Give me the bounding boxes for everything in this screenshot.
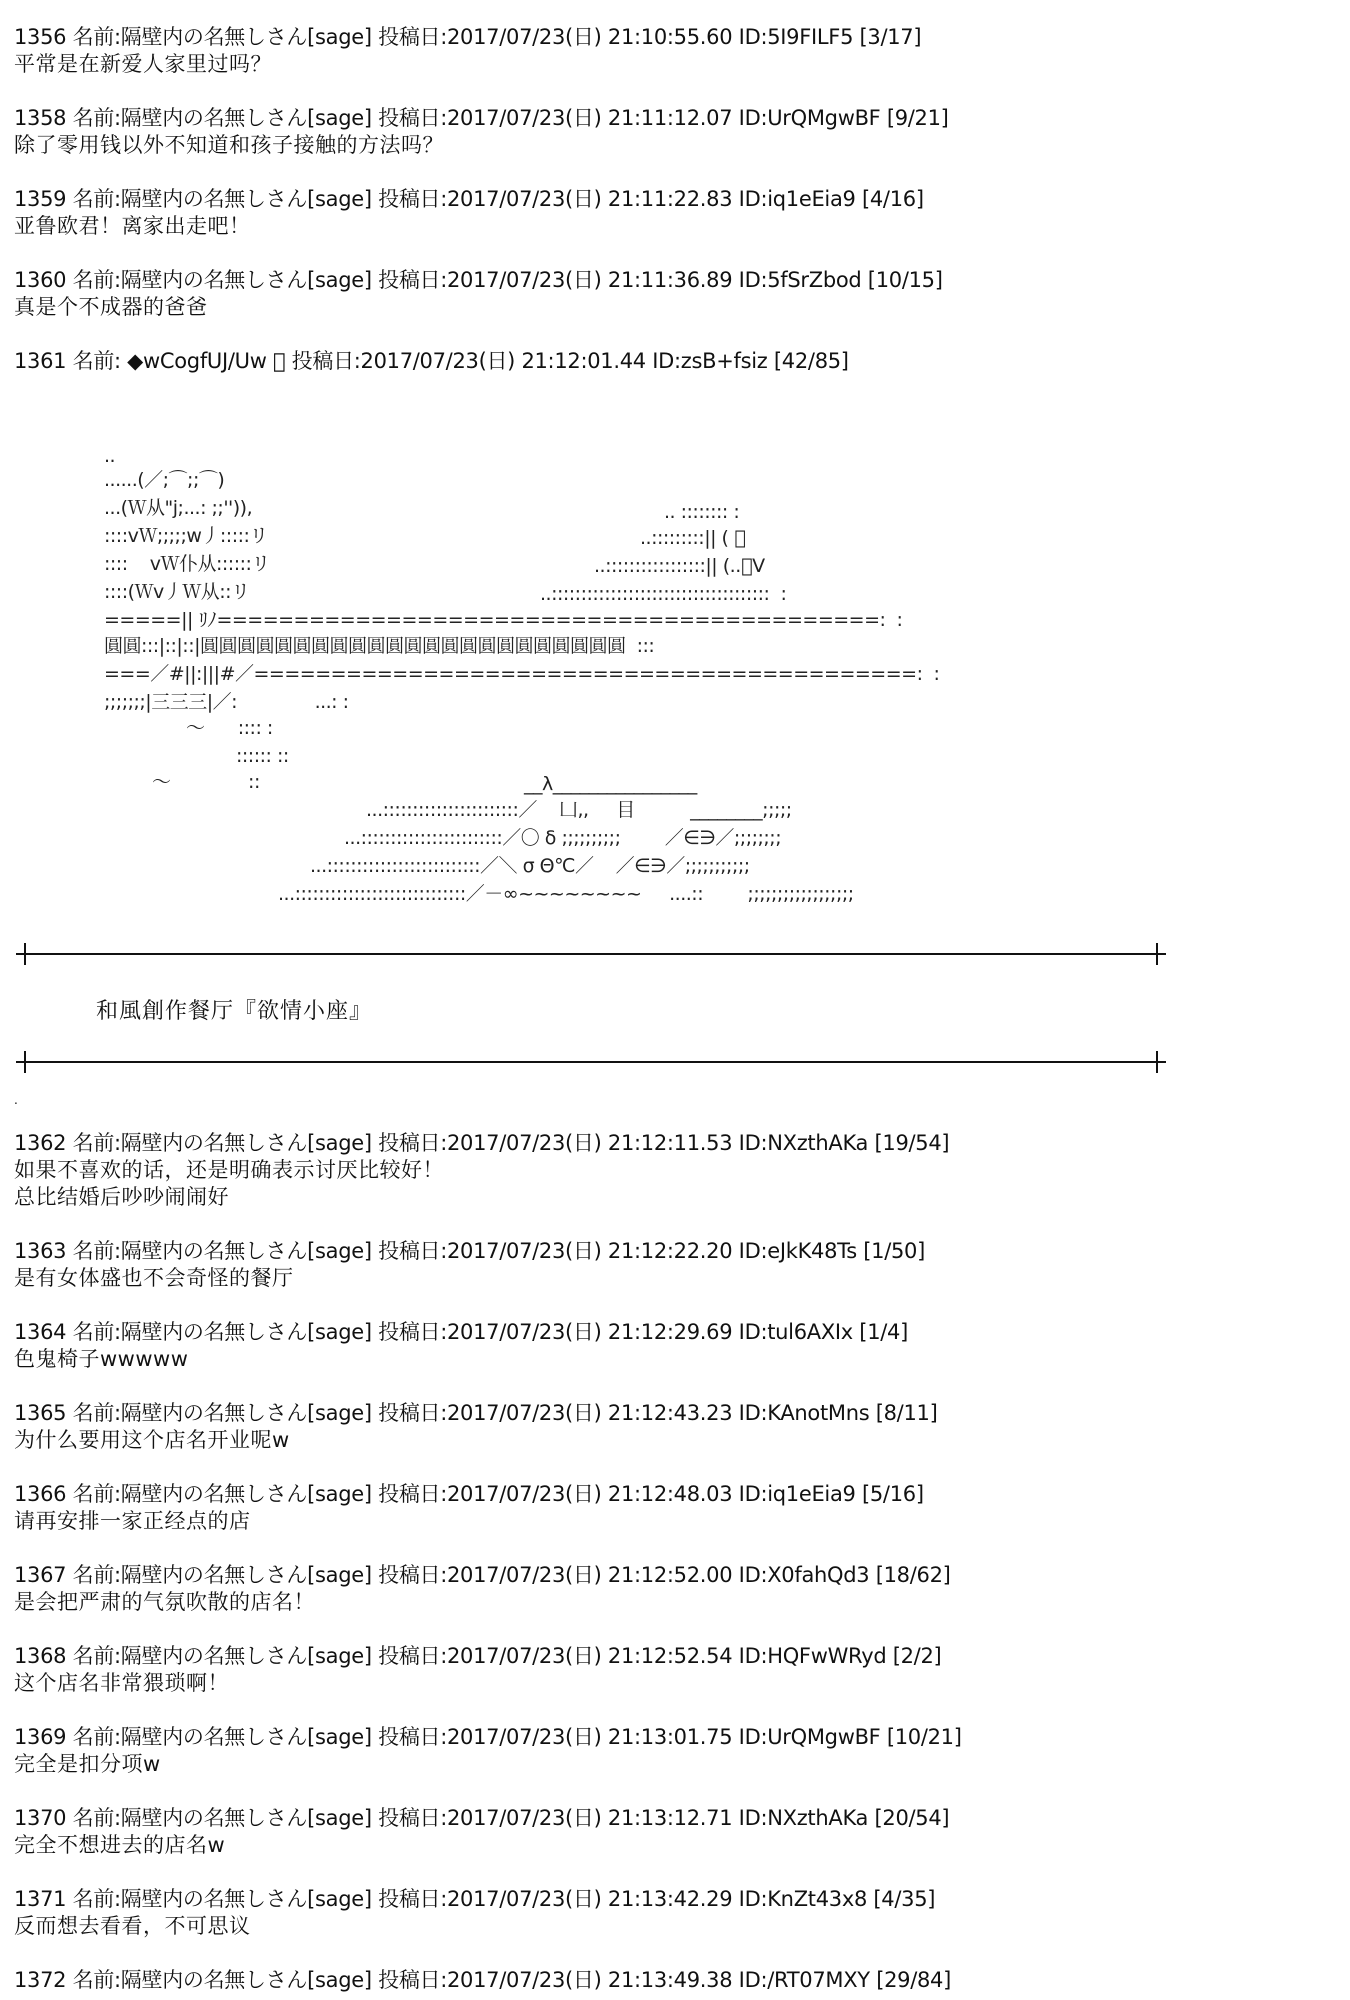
- post-header: 1360 名前:隔壁内の名無しさん[sage] 投稿日:2017/07/23(日) 21:11:36.89 ID:5fSrZbod [10/15]: [14, 268, 943, 292]
- post-header: 1365 名前:隔壁内の名無しさん[sage] 投稿日:2017/07/23(日) 21:12:43.23 ID:KAnotMns [8/11]: [14, 1401, 938, 1425]
- post-header: 1372 名前:隔壁内の名無しさん[sage] 投稿日:2017/07/23(日) 21:13:49.38 ID:/RT07MXY [29/84]: [14, 1968, 952, 1992]
- post: [14, 1967, 1334, 1994]
- ascii-art-line: ::::(Ｗv丿Ｗ从::リ: [104, 581, 250, 603]
- ascii-art-line: :::::: ::: [236, 745, 289, 767]
- post: [14, 1724, 1334, 1778]
- post-body-line: 这个店名非常猥琐啊！: [14, 1671, 229, 1695]
- post-body-line: 真是个不成器的爸爸: [14, 295, 208, 319]
- post: [14, 1238, 1334, 1292]
- post-body-line: 总比结婚后吵吵闹闹好: [14, 1185, 229, 1209]
- ascii-art-line: :::: vＷ仆从::::::リ: [104, 553, 270, 575]
- post-header: 1364 名前:隔壁内の名無しさん[sage] 投稿日:2017/07/23(日) 21:12:29.69 ID:tul6AXIx [1/4]: [14, 1320, 908, 1344]
- post-header: 1370 名前:隔壁内の名無しさん[sage] 投稿日:2017/07/23(日) 21:13:12.71 ID:NXzthAKa [20/54]: [14, 1806, 950, 1830]
- post-header: 1367 名前:隔壁内の名無しさん[sage] 投稿日:2017/07/23(日) 21:12:52.00 ID:X0fahQd3 [18/62]: [14, 1563, 951, 1587]
- divider-cap-right: [1156, 943, 1158, 965]
- post: [14, 1400, 1334, 1454]
- post-body-line: 为什么要用这个店名开业呢w: [14, 1428, 290, 1452]
- post-header: 1359 名前:隔壁内の名無しさん[sage] 投稿日:2017/07/23(日) 21:11:22.83 ID:iq1eEia9 [4/16]: [14, 187, 924, 211]
- ascii-art-line: ..: [104, 445, 116, 467]
- post-body-line: 是有女体盛也不会奇怪的餐厅: [14, 1266, 294, 1290]
- ascii-art-line: ～ ::: [152, 771, 260, 793]
- divider-cap-left: [24, 943, 26, 965]
- post-body-line: 请再安排一家正经点的店: [14, 1509, 251, 1533]
- post: [14, 1562, 1334, 1616]
- post-header: 1369 名前:隔壁内の名無しさん[sage] 投稿日:2017/07/23(日) 21:13:01.75 ID:UrQMgwBF [10/21]: [14, 1725, 962, 1749]
- divider-rule-top: [16, 953, 1166, 955]
- ascii-art-line: .. :::::::: :: [664, 501, 740, 523]
- post-body-line: 是会把严肃的气氛吹散的店名！: [14, 1590, 315, 1614]
- divider-rule-bottom: [16, 1061, 1166, 1063]
- post: [14, 1130, 1334, 1211]
- ascii-art-line: ～ :::: :: [186, 717, 273, 739]
- post-body-line: 如果不喜欢的话，还是明确表示讨厌比较好！: [14, 1158, 444, 1182]
- post-body-line: 平常是在新爱人家里过吗？: [14, 52, 272, 76]
- post: [14, 1805, 1334, 1859]
- ascii-art-line: ...:::::::::::::::::::::::::::::／－∞~~~~~~~~ ....:: ;;;;;;;;;;;;;;;;;;: [278, 883, 854, 905]
- post-body-line: 完全不想进去的店名w: [14, 1833, 226, 1857]
- ascii-art-line: ::::vＷ;;;;;w丿:::::リ: [104, 525, 268, 547]
- post-header: 1362 名前:隔壁内の名無しさん[sage] 投稿日:2017/07/23(日) 21:12:11.53 ID:NXzthAKa [19/54]: [14, 1131, 950, 1155]
- ascii-art-line: ..::::::::::::::::::::::::::::::::::::: :: [540, 583, 787, 605]
- post-body-line: 亚鲁欧君！离家出走吧！: [14, 214, 251, 238]
- ascii-art-line: =====|| ﾘﾉ===========================================: :: [104, 609, 903, 631]
- restaurant-name: 和風創作餐厅『欲情小座』: [96, 999, 373, 1024]
- ascii-art-line: ===／#||:|||#／===========================================: :: [104, 663, 940, 685]
- divider-cap-left: [24, 1051, 26, 1073]
- post-header: 1366 名前:隔壁内の名無しさん[sage] 投稿日:2017/07/23(日) 21:12:48.03 ID:iq1eEia9 [5/16]: [14, 1482, 924, 1506]
- post-header: 1363 名前:隔壁内の名無しさん[sage] 投稿日:2017/07/23(日) 21:12:22.20 ID:eJkK48Ts [1/50]: [14, 1239, 925, 1263]
- ascii-art-line: ...::::::::::::::::::::::::::／＼ σ Θ℃／ ／∈∋／;;;;;;;;;;;: [310, 855, 750, 877]
- separator-dot: .: [14, 1093, 18, 1107]
- post-header: 1371 名前:隔壁内の名無しさん[sage] 投稿日:2017/07/23(日) 21:13:42.29 ID:KnZt43x8 [4/35]: [14, 1887, 936, 1911]
- post-body-line: 完全是扣分项w: [14, 1752, 161, 1776]
- post-header: 1361 名前: ◆wCogfUJ/Uw ￿ 投稿日:2017/07/23(日) 21:12:01.44 ID:zsB+fsiz [42/85]: [14, 349, 849, 373]
- post: [14, 1643, 1334, 1697]
- post: [14, 1886, 1334, 1940]
- ascii-art-line: ...(Ｗ从"j;...: ;;'')),: [104, 497, 253, 519]
- post: [14, 1319, 1334, 1373]
- ascii-art-line: ;;;;;;;|三三三|／: ...: :: [104, 691, 349, 713]
- ascii-art-line: ...::::::::::::::::::::::::／〇 δ ;;;;;;;;;; ／∈∋／;;;;;;;;: [344, 827, 782, 849]
- ascii-art-line: __λ________________: [524, 773, 697, 795]
- post-header: 1368 名前:隔壁内の名無しさん[sage] 投稿日:2017/07/23(日) 21:12:52.54 ID:HQFwWRyd [2/2]: [14, 1644, 942, 1668]
- ascii-art-line: ......(／;⌒;;⌒): [104, 469, 225, 491]
- post-header: 1356 名前:隔壁内の名無しさん[sage] 投稿日:2017/07/23(日) 21:10:55.60 ID:5I9FILF5 [3/17]: [14, 25, 922, 49]
- post-body-line: 色鬼椅子wwwww: [14, 1347, 189, 1371]
- post-body-line: 反而想去看看，不可思议: [14, 1914, 251, 1938]
- post-header: 1358 名前:隔壁内の名無しさん[sage] 投稿日:2017/07/23(日) 21:11:12.07 ID:UrQMgwBF [9/21]: [14, 106, 949, 130]
- ascii-art-line: ..:::::::::::::::::|| (..ﾟV: [594, 555, 765, 577]
- post-body-line: 除了零用钱以外不知道和孩子接触的方法吗？: [14, 133, 444, 157]
- ascii-art-line: ...:::::::::::::::::::::::／ 凵,, 目 ________;;;;;: [366, 799, 792, 821]
- ascii-art-line: ..:::::::::|| ( ﾟ: [640, 527, 746, 549]
- post: [14, 1481, 1334, 1535]
- divider-cap-right: [1156, 1051, 1158, 1073]
- ascii-art-line: 圓圓:::|::|::|圓圓圓圓圓圓圓圓圓圓圓圓圓圓圓圓圓圓圓圓圓圓圓 :::: [104, 635, 655, 657]
